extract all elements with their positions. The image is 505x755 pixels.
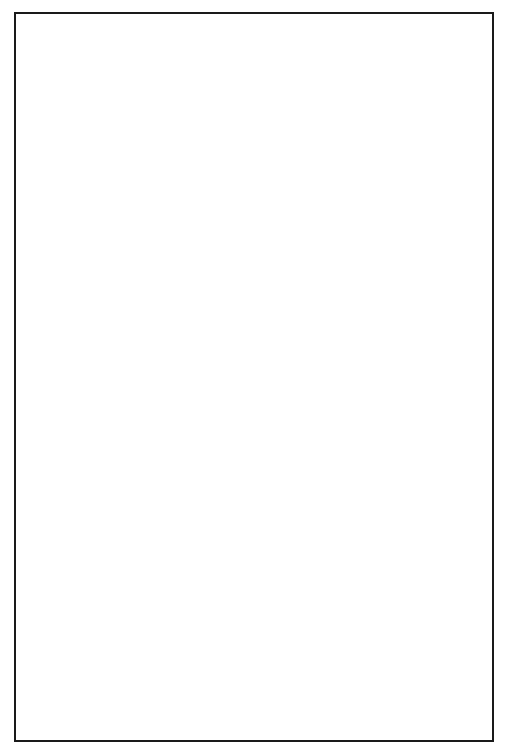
page-frame [14, 12, 494, 742]
